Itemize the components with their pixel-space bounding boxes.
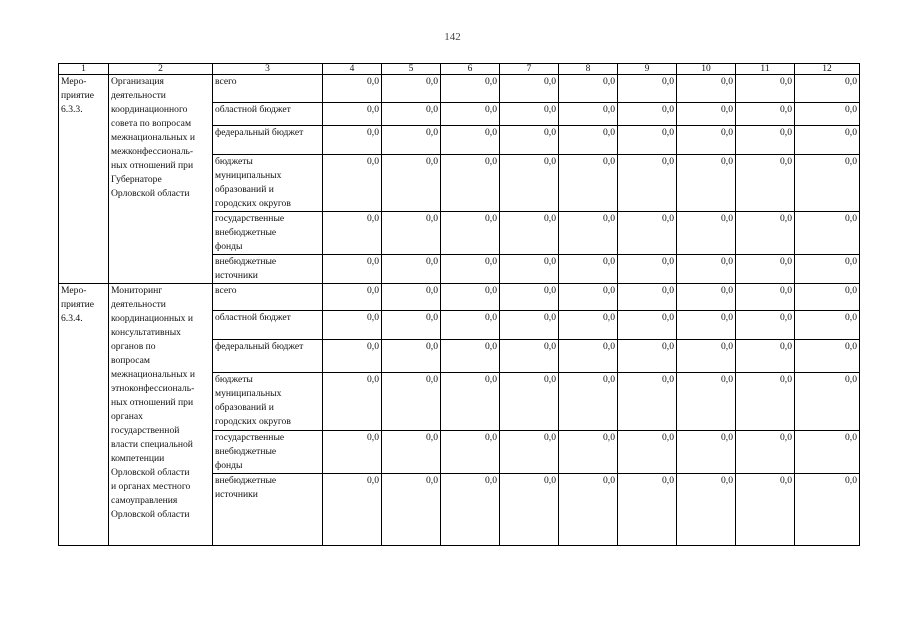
value-cell: 0,0 (736, 212, 795, 255)
value-cell: 0,0 (795, 212, 860, 255)
value-cell: 0,0 (736, 340, 795, 373)
value-cell: 0,0 (618, 155, 677, 212)
value-cell: 0,0 (441, 155, 500, 212)
funding-source: областной бюджет (213, 103, 323, 126)
value-cell: 0,0 (795, 103, 860, 126)
value-cell: 0,0 (500, 75, 559, 103)
value-cell: 0,0 (677, 431, 736, 474)
value-cell: 0,0 (500, 255, 559, 284)
value-cell: 0,0 (382, 103, 441, 126)
value-cell: 0,0 (677, 474, 736, 546)
value-cell: 0,0 (323, 340, 382, 373)
value-cell: 0,0 (559, 255, 618, 284)
value-cell: 0,0 (559, 212, 618, 255)
value-cell: 0,0 (736, 255, 795, 284)
value-cell: 0,0 (736, 75, 795, 103)
value-cell: 0,0 (795, 311, 860, 340)
value-cell: 0,0 (736, 103, 795, 126)
value-cell: 0,0 (618, 284, 677, 311)
value-cell: 0,0 (441, 284, 500, 311)
value-cell: 0,0 (559, 431, 618, 474)
funding-source: бюджеты муниципальных образований и городских округов (213, 155, 323, 212)
value-cell: 0,0 (441, 75, 500, 103)
value-cell: 0,0 (736, 284, 795, 311)
value-cell: 0,0 (618, 103, 677, 126)
header-cell: 7 (500, 64, 559, 75)
funding-source: государственные внебюджетные фонды (213, 212, 323, 255)
value-cell: 0,0 (559, 311, 618, 340)
header-cell: 2 (109, 64, 213, 75)
funding-source: федеральный бюджет (213, 340, 323, 373)
value-cell: 0,0 (382, 431, 441, 474)
value-cell: 0,0 (500, 373, 559, 431)
funding-table (58, 63, 860, 546)
value-cell: 0,0 (323, 431, 382, 474)
value-cell: 0,0 (618, 373, 677, 431)
measure-title: Организация деятельности координационного совета по вопросам межнациональных и межконфессиональ- ных отношений при Губернаторе Орловской области (109, 75, 213, 284)
funding-source: государственные внебюджетные фонды (213, 431, 323, 474)
value-cell: 0,0 (736, 431, 795, 474)
value-cell: 0,0 (795, 284, 860, 311)
value-cell: 0,0 (677, 103, 736, 126)
value-cell: 0,0 (559, 474, 618, 546)
value-cell: 0,0 (618, 431, 677, 474)
value-cell: 0,0 (500, 311, 559, 340)
value-cell: 0,0 (441, 212, 500, 255)
value-cell: 0,0 (382, 255, 441, 284)
value-cell: 0,0 (677, 255, 736, 284)
value-cell: 0,0 (323, 474, 382, 546)
header-cell: 4 (323, 64, 382, 75)
value-cell: 0,0 (795, 75, 860, 103)
table-row (59, 284, 860, 311)
value-cell: 0,0 (500, 126, 559, 155)
value-cell: 0,0 (382, 284, 441, 311)
value-cell: 0,0 (795, 340, 860, 373)
header-cell: 1 (59, 64, 109, 75)
value-cell: 0,0 (382, 75, 441, 103)
value-cell: 0,0 (736, 311, 795, 340)
value-cell: 0,0 (677, 311, 736, 340)
value-cell: 0,0 (559, 284, 618, 311)
value-cell: 0,0 (500, 103, 559, 126)
value-cell: 0,0 (618, 340, 677, 373)
value-cell: 0,0 (500, 155, 559, 212)
value-cell: 0,0 (736, 126, 795, 155)
value-cell: 0,0 (382, 155, 441, 212)
value-cell: 0,0 (441, 431, 500, 474)
header-cell: 5 (382, 64, 441, 75)
value-cell: 0,0 (795, 126, 860, 155)
funding-source: внебюджетные источники (213, 255, 323, 284)
value-cell: 0,0 (618, 474, 677, 546)
value-cell: 0,0 (559, 126, 618, 155)
value-cell: 0,0 (382, 212, 441, 255)
funding-source: федеральный бюджет (213, 126, 323, 155)
value-cell: 0,0 (500, 431, 559, 474)
value-cell: 0,0 (323, 311, 382, 340)
header-cell: 8 (559, 64, 618, 75)
value-cell: 0,0 (441, 474, 500, 546)
value-cell: 0,0 (677, 126, 736, 155)
value-cell: 0,0 (795, 431, 860, 474)
value-cell: 0,0 (323, 155, 382, 212)
header-cell: 3 (213, 64, 323, 75)
value-cell: 0,0 (500, 212, 559, 255)
value-cell: 0,0 (323, 126, 382, 155)
value-cell: 0,0 (795, 255, 860, 284)
header-cell: 11 (736, 64, 795, 75)
value-cell: 0,0 (677, 284, 736, 311)
value-cell: 0,0 (736, 155, 795, 212)
funding-source: областной бюджет (213, 311, 323, 340)
value-cell: 0,0 (559, 75, 618, 103)
value-cell: 0,0 (559, 155, 618, 212)
header-row (59, 64, 860, 75)
value-cell: 0,0 (441, 103, 500, 126)
value-cell: 0,0 (559, 373, 618, 431)
value-cell: 0,0 (382, 373, 441, 431)
value-cell: 0,0 (441, 255, 500, 284)
value-cell: 0,0 (382, 474, 441, 546)
value-cell: 0,0 (441, 311, 500, 340)
value-cell: 0,0 (677, 212, 736, 255)
value-cell: 0,0 (795, 474, 860, 546)
value-cell: 0,0 (559, 103, 618, 126)
funding-source: всего (213, 75, 323, 103)
value-cell: 0,0 (323, 75, 382, 103)
value-cell: 0,0 (618, 126, 677, 155)
value-cell: 0,0 (677, 75, 736, 103)
value-cell: 0,0 (382, 340, 441, 373)
value-cell: 0,0 (323, 103, 382, 126)
value-cell: 0,0 (500, 474, 559, 546)
value-cell: 0,0 (382, 126, 441, 155)
header-cell: 9 (618, 64, 677, 75)
header-cell: 6 (441, 64, 500, 75)
value-cell: 0,0 (795, 155, 860, 212)
value-cell: 0,0 (441, 373, 500, 431)
value-cell: 0,0 (323, 284, 382, 311)
value-cell: 0,0 (618, 255, 677, 284)
measure-title: Мониторинг деятельности координационных и консультативных органов по вопросам межнациональных и этноконфессиональ- ных отношений при органах государственной власти специальной компетенции Орловской области и органах местного самоуправления Орловской области (109, 284, 213, 546)
value-cell: 0,0 (500, 284, 559, 311)
value-cell: 0,0 (559, 340, 618, 373)
value-cell: 0,0 (323, 373, 382, 431)
measure-code: Меро- приятие 6.3.4. (59, 284, 109, 546)
measure-code: Меро- приятие 6.3.3. (59, 75, 109, 284)
value-cell: 0,0 (677, 373, 736, 431)
value-cell: 0,0 (618, 75, 677, 103)
value-cell: 0,0 (618, 212, 677, 255)
value-cell: 0,0 (736, 373, 795, 431)
value-cell: 0,0 (677, 340, 736, 373)
header-cell: 12 (795, 64, 860, 75)
value-cell: 0,0 (736, 474, 795, 546)
header-cell: 10 (677, 64, 736, 75)
value-cell: 0,0 (500, 340, 559, 373)
value-cell: 0,0 (441, 340, 500, 373)
value-cell: 0,0 (441, 126, 500, 155)
value-cell: 0,0 (618, 311, 677, 340)
funding-source: всего (213, 284, 323, 311)
value-cell: 0,0 (323, 212, 382, 255)
funding-source: бюджеты муниципальных образований и городских округов (213, 373, 323, 431)
funding-source: внебюджетные источники (213, 474, 323, 546)
value-cell: 0,0 (323, 255, 382, 284)
value-cell: 0,0 (677, 155, 736, 212)
page-number: 142 (444, 31, 461, 43)
table-row (59, 75, 860, 103)
value-cell: 0,0 (382, 311, 441, 340)
value-cell: 0,0 (795, 373, 860, 431)
